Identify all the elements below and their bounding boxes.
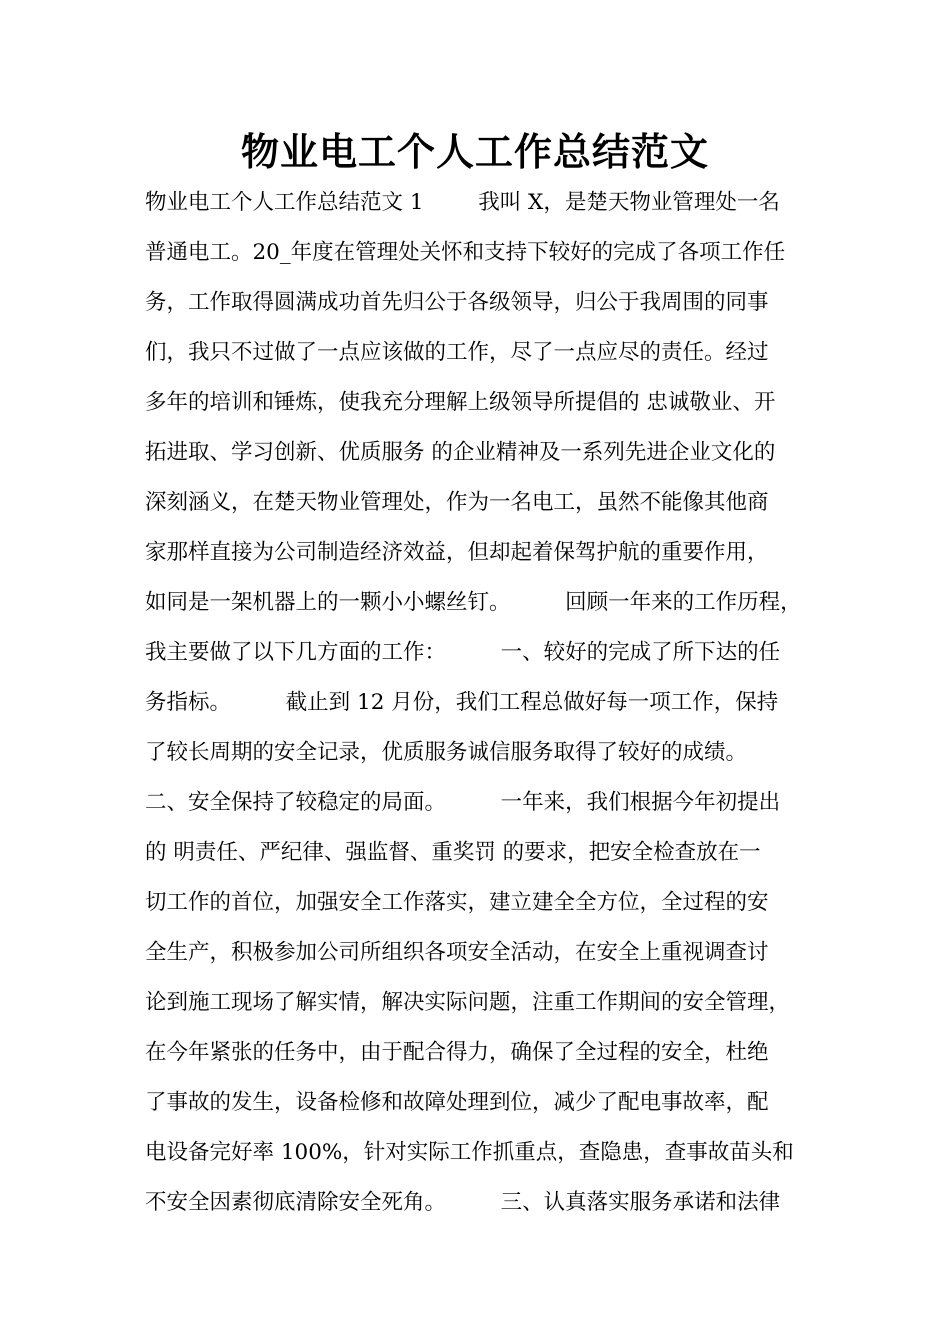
body-line: 家那样直接为公司制造经济效益，但却起着保驾护航的重要作用， [145, 540, 769, 565]
body-line: 了事故的发生，设备检修和故障处理到位，减少了配电事故率，配 [145, 1090, 769, 1115]
body-line: 拓进取、学习创新、优质服务 的企业精神及一系列先进企业文化的 [145, 440, 776, 465]
body-line: 们，我只不过做了一点应该做的工作，尽了一点应尽的责任。经过 [145, 340, 769, 365]
body-line: 多年的培训和锤炼，使我充分理解上级领导所提倡的 忠诚敬业、开 [145, 390, 776, 415]
body-line: 物业电工个人工作总结范文 1 我叫 X，是楚天物业管理处一名 [145, 190, 780, 215]
body-line: 如同是一架机器上的一颗小小螺丝钉。 回顾一年来的工作历程， [145, 590, 802, 615]
document-body [145, 178, 825, 1228]
body-line: 了较长周期的安全记录，优质服务诚信服务取得了较好的成绩。 [145, 740, 748, 765]
body-line: 切工作的首位，加强安全工作落实，建立建全全方位，全过程的安 [145, 890, 769, 915]
body-line: 我主要做了以下几方面的工作： 一、较好的完成了所下达的任 [145, 640, 781, 665]
body-line: 不安全因素彻底清除安全死角。 三、认真落实服务承诺和法律 [145, 1190, 781, 1215]
body-line: 务指标。 截止到 12 月份，我们工程总做好每一项工作，保持 [145, 690, 779, 715]
body-line: 二、安全保持了较稳定的局面。 一年来，我们根据今年初提出 [145, 790, 781, 815]
document-title: 物业电工个人工作总结范文 [240, 130, 709, 174]
body-line: 在今年紧张的任务中，由于配合得力，确保了全过程的安全，杜绝 [145, 1040, 769, 1065]
body-line: 全生产，积极参加公司所组织各项安全活动，在安全上重视调查讨 [145, 940, 769, 965]
body-line: 务，工作取得圆满成功首先归公于各级领导，归公于我周围的同事 [145, 290, 769, 315]
body-line: 深刻涵义，在楚天物业管理处，作为一名电工，虽然不能像其他商 [145, 490, 769, 515]
body-line: 电设备完好率 100%，针对实际工作抓重点，查隐患，查事故苗头和 [145, 1140, 794, 1165]
body-line: 普通电工。20_年度在管理处关怀和支持下较好的完成了各项工作任 [145, 240, 786, 265]
body-line: 的 明责任、严纪律、强监督、重奖罚 的要求，把安全检查放在一 [145, 840, 761, 865]
body-line: 论到施工现场了解实情，解决实际问题，注重工作期间的安全管理， [145, 990, 791, 1015]
